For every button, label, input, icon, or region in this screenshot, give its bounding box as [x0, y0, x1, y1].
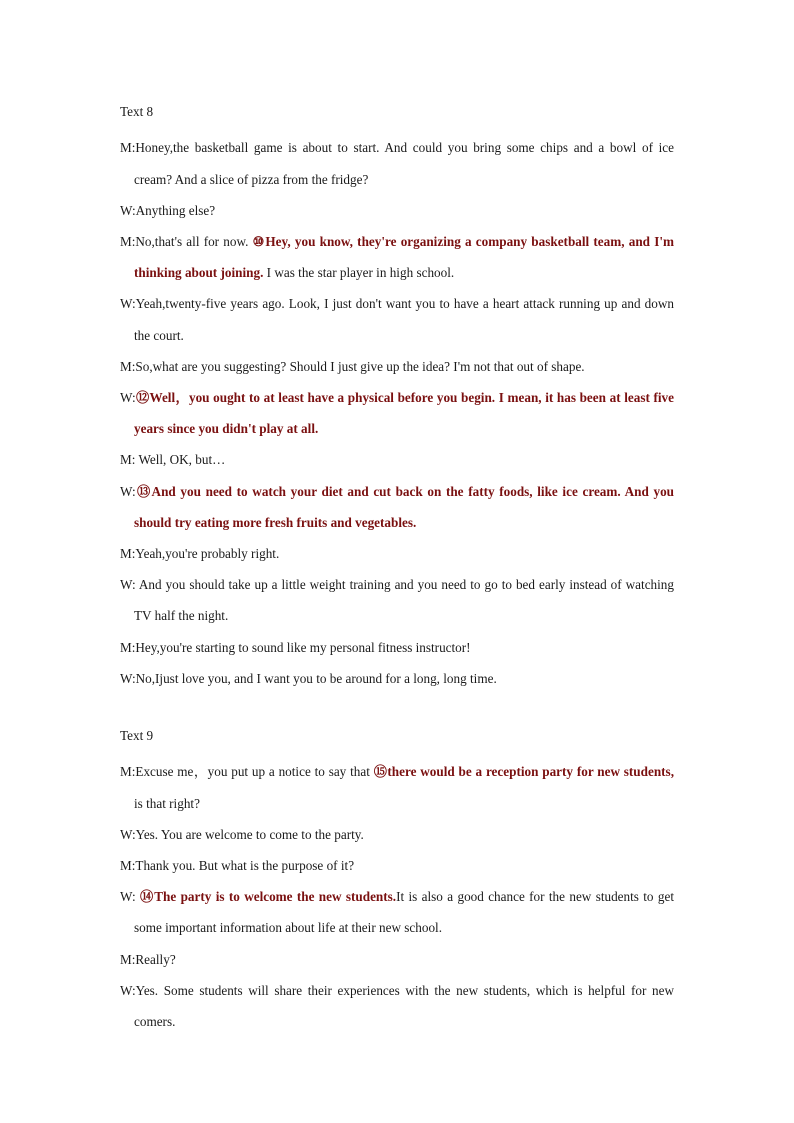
dialogue-line [120, 382, 674, 444]
dialogue-text: M:Excuse me，you put up a notice to say that [120, 764, 374, 780]
dialogue-text: W: And you should take up a little weight training and you need to go to bed early instead of watching TV half the night. [120, 577, 674, 624]
dialogue-text: W: [120, 390, 136, 406]
dialogue-text: W:Yeah,twenty-five years ago. Look, I just don't want you to have a heart attack running up and down the court. [120, 296, 674, 343]
highlighted-answer-text: ⑭The party is to welcome the new students. [139, 889, 397, 905]
dialogue-text: M:Thank you. But what is the purpose of it? [120, 858, 355, 874]
dialogue-body [120, 132, 674, 694]
dialogue-line [120, 819, 674, 850]
dialogue-line [120, 132, 674, 194]
dialogue-line [120, 195, 674, 226]
highlighted-answer-text: ⑬And you need to watch your diet and cut back on the fatty foods, like ice cream. And you should try eating more fresh fruits and vegetables. [134, 483, 674, 530]
dialogue-text: M: Well, OK, but… [120, 452, 226, 468]
dialogue-text: M:Yeah,you're probably right. [120, 546, 280, 562]
dialogue-text: is that right? [134, 795, 200, 811]
dialogue-line [120, 476, 674, 538]
dialogue-line [120, 850, 674, 881]
dialogue-body [120, 756, 674, 1037]
section-title: Text 8 [120, 104, 154, 119]
dialogue-text: M:Hey,you're starting to sound like my personal fitness instructor! [120, 639, 471, 655]
dialogue-text: I was the star player in high school. [263, 265, 455, 281]
dialogue-text: W:Anything else? [120, 202, 216, 218]
text-8-section [120, 101, 674, 694]
dialogue-text: W:Yes. You are welcome to come to the party. [120, 826, 364, 842]
dialogue-text: W:Yes. Some students will share their experiences with the new students, which is helpful for new comers. [120, 982, 674, 1030]
section-gap [120, 694, 674, 725]
dialogue-text: M:Honey,the basketball game is about to start. And could you bring some chips and a bowl of ice cream? And a slice of pizza from the fridge? [120, 140, 674, 187]
dialogue-line [120, 632, 674, 663]
dialogue-line [120, 538, 674, 569]
dialogue-text: W:No,Ijust love you, and I want you to be around for a long, long time. [120, 670, 497, 686]
highlighted-answer-text: ⑮there would be a reception party for new students, [373, 764, 674, 780]
dialogue-line [120, 975, 674, 1037]
dialogue-line [120, 663, 674, 694]
section-title: Text 9 [120, 728, 154, 744]
document-page [120, 101, 674, 1037]
dialogue-line [120, 351, 674, 382]
dialogue-text: M:No,that's all for now. [120, 234, 253, 249]
dialogue-line [120, 756, 674, 818]
dialogue-text: W: [120, 483, 136, 499]
dialogue-text: M:Really? [120, 951, 176, 967]
text-9-section [120, 725, 674, 1037]
dialogue-text: W: [120, 889, 140, 905]
dialogue-line [120, 944, 674, 975]
dialogue-text: M:So,what are you suggesting? Should I just give up the idea? I'm not that out of shape. [120, 358, 585, 374]
dialogue-line [120, 288, 674, 350]
dialogue-line [120, 226, 674, 288]
dialogue-text: It is also a good chance for the new students to get some important information about life at their new school. [134, 889, 674, 936]
dialogue-line [120, 569, 674, 631]
highlighted-answer-text: ⑩Hey, you know, they're organizing a company basketball team, and I'm thinking about joining. [134, 234, 675, 281]
highlighted-answer-text: ⑫Well，you ought to at least have a physical before you begin. I mean, it has been at least five years since you didn't play at all. [134, 390, 674, 437]
dialogue-line [120, 881, 674, 943]
dialogue-line [120, 444, 674, 475]
